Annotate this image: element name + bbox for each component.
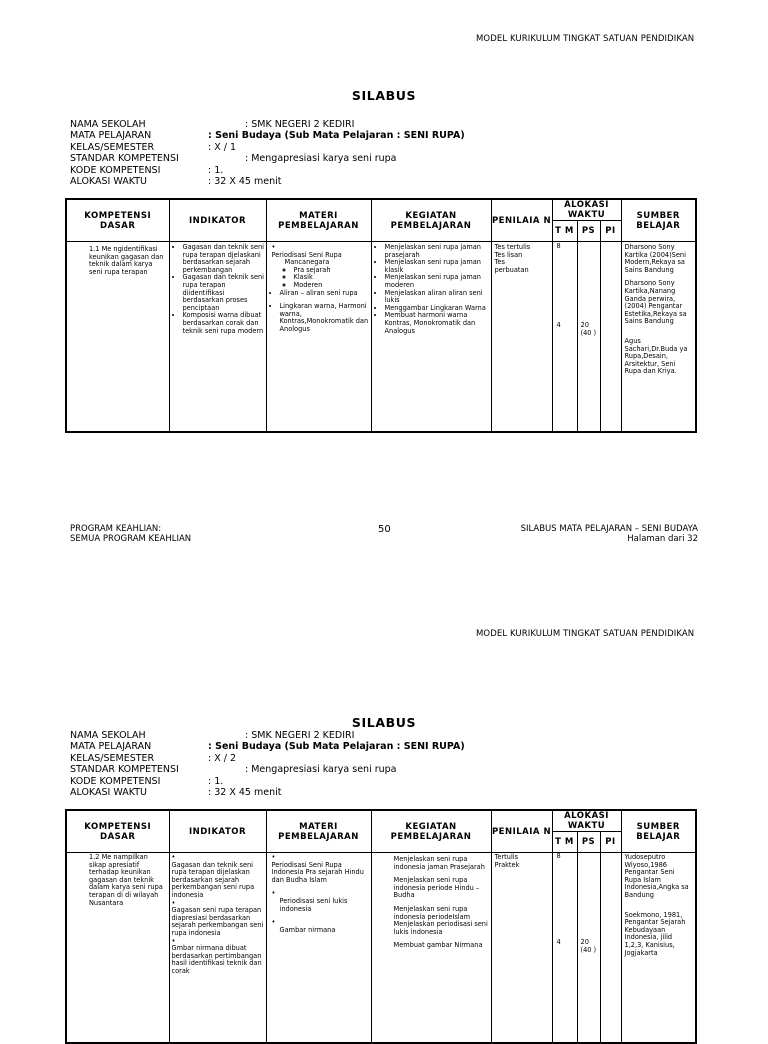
materi-cell: • Periodisasi Seni Rupa Mancanegara ◦ Pra sejarah ◦ Klasik ◦ Moderen • Aliran – aliran seni rupa • Lingkaran warna, Harmoni warna, Kontras,Monokromatik dan Anologus [266, 242, 371, 432]
tm-value: 4 [556, 321, 561, 329]
header-indikator: INDIKATOR [169, 810, 266, 853]
list-item: perbuatan [494, 265, 529, 274]
kegiatan-cell [371, 242, 491, 432]
value-subject: : Seni Budaya (Sub Mata Pelajaran : SENI RUPA) [208, 741, 465, 753]
header-pi: PI [600, 221, 621, 242]
value-class: : X / 2 [208, 752, 237, 764]
tm-value: 4 [556, 938, 561, 946]
label-time: ALOKASI WAKTU [70, 786, 147, 798]
header-pi: PI [600, 832, 621, 853]
list-item: • Menggambar Lingkaran Warna [385, 305, 491, 313]
list-item: Tertulis [494, 853, 519, 861]
running-header: MODEL KURIKULUM TINGKAT SATUAN PENDIDIKAN [476, 34, 695, 44]
list-item: Agus Sachari,Dr.Buda ya Rupa,Desain, Arsitektur, Seni Rupa dan Kriya. [624, 336, 688, 376]
header-kompetensi-dasar: KOMPETENSI DASAR [66, 199, 169, 242]
label-competency-standard: STANDAR KOMPETENSI [70, 153, 179, 165]
header-alokasi-waktu: ALOKASI WAKTU [552, 199, 621, 221]
header-kegiatan: KEGIATAN PEMBELAJARAN [371, 199, 491, 242]
indikator-cell: • Gagasan dan teknik seni rupa terapan dijelaskan berdasarkan sejarah perkembangan seni rupa indonesia • Gagasan seni rupa terapan diapresiasi berdasarkan sejarah perkembangan seni rupa indonesia • Gmbar nirmana dibuat berdasarkan pertimbangan hasil identifikasi teknik dan corak [169, 853, 266, 1043]
label-competency-code: KODE KOMPETENSI [70, 775, 161, 787]
list-item: Menjelaskan periodisasi seni lukis indonesia [393, 920, 488, 936]
header-tm: T M [552, 832, 577, 853]
kegiatan-cell [371, 853, 491, 1043]
list-item: Gmbar nirmana dibuat berdasarkan pertimbangan hasil identifikasi teknik dan corak [171, 944, 262, 975]
header-materi: MATERI PEMBELAJARAN [266, 810, 371, 853]
header-indikator: INDIKATOR [169, 199, 266, 242]
label-competency-code: KODE KOMPETENSI [70, 164, 161, 176]
list-item: • Menjelaskan seni rupa jaman klasik [385, 259, 491, 274]
syllabus-table [65, 809, 697, 1044]
ps-cell [577, 853, 600, 1043]
footer-left [70, 524, 191, 544]
ps-cell [577, 242, 600, 432]
list-item: ◦ Klasik [294, 274, 369, 282]
tm-value: 8 [556, 242, 561, 250]
header-kegiatan: KEGIATAN PEMBELAJARAN [371, 810, 491, 853]
materi-cell: • Periodisasi Seni Rupa Indonesia Pra sejarah Hindu dan Budha Islam • Periodisasi seni lukis indonesia • Gambar nirmana [266, 853, 371, 1043]
list-item: Periodisasi Seni Rupa Indonesia Pra sejarah Hindu dan Budha Islam [271, 860, 364, 884]
value-school: : SMK NEGERI 2 KEDIRI [245, 119, 355, 130]
list-item: Periodisasi seni lukis indonesia [279, 896, 348, 913]
running-header: MODEL KURIKULUM TINGKAT SATUAN PENDIDIKAN [476, 629, 695, 639]
list-item: Menjelaskan seni rupa indonesia periode Hindu – Budha [393, 876, 480, 900]
list-item: Gambar nirmana [279, 925, 336, 934]
list-item: Gagasan seni rupa terapan diapresiasi berdasarkan sejarah perkembangan seni rupa indonesia [171, 906, 264, 937]
tm-cell [552, 242, 577, 432]
value-competency-code: : 1. [208, 775, 224, 787]
list-item: • Menjelaskan seni rupa jaman moderen [385, 274, 491, 289]
penilaian-cell [491, 853, 552, 1043]
header-materi: MATERI PEMBELAJARAN [266, 199, 371, 242]
header-penilaian: PENILAIA N [491, 199, 552, 242]
list-item: Tes lisan [494, 250, 523, 259]
header-kompetensi-dasar: KOMPETENSI DASAR [66, 810, 169, 853]
syllabus-table [65, 198, 697, 433]
list-item: Tes tertulis [494, 243, 531, 251]
indikator-cell [169, 242, 266, 432]
list-item: Menjelaskan seni rupa indonesia periodeIslam [393, 904, 471, 921]
header-sumber-belajar: SUMBER BELAJAR [621, 810, 696, 853]
penilaian-cell [491, 242, 552, 432]
label-class: KELAS/SEMESTER [70, 752, 155, 764]
value-class: : X / 1 [208, 141, 237, 153]
syllabus-info [70, 730, 670, 798]
list-item: Gagasan dan teknik seni rupa terapan dijelaskan berdasarkan sejarah perkembangan seni rupa indonesia [171, 860, 255, 899]
label-school: NAMA SEKOLAH [70, 119, 146, 130]
value-competency-standard: : Mengapresiasi karya seni rupa [245, 764, 397, 776]
value-subject: : Seni Budaya (Sub Mata Pelajaran : SENI RUPA) [208, 130, 465, 142]
kd-cell: 1.2 Me nampilkan sikap apresiatif terhadap keunikan gagasan dan teknik dalam karya seni rupa terapan di di wilayah Nusantara [66, 853, 169, 1043]
list-item: • Membuat harmoni warna Kontras, Monokromatik dan Analogus [385, 312, 491, 335]
list-item: Praktek [494, 860, 520, 869]
header-penilaian: PENILAIA N [491, 810, 552, 853]
label-competency-standard: STANDAR KOMPETENSI [70, 764, 179, 776]
tm-cell [552, 853, 577, 1043]
label-school: NAMA SEKOLAH [70, 730, 146, 741]
list-item: • Aliran – aliran seni rupa [280, 290, 369, 298]
syllabus-info [70, 119, 670, 187]
list-item: Mancanegara [284, 258, 330, 267]
footer-program-label: PROGRAM KEAHLIAN: [70, 524, 162, 534]
pi-cell [600, 853, 621, 1043]
list-item: Yudoseputro Wiyoso,1986 Pengantar Seni Rupa Islam Indonesia,Angka sa Bandung [624, 853, 689, 899]
label-subject: MATA PELAJARAN [70, 130, 152, 142]
kd-cell: 1.1 Me ngidentifikasi keunikan gagasan dan teknik dalam karya seni rupa terapan [66, 242, 169, 432]
value-time: : 32 X 45 menit [208, 175, 282, 187]
page-title: SILABUS [351, 88, 417, 103]
footer-pages: Halaman dari 32 [627, 534, 698, 544]
ps-value: 20 (40 ) [580, 938, 597, 954]
list-item: • Komposisi warna dibuat berdasarkan corak dan teknik seni rupa modern [183, 312, 266, 335]
list-item: • Gagasan dan teknik seni rupa terapan djelaskani berdasarkan sejarah perkembangan [183, 244, 266, 274]
list-item: • Menjelaskan aliran aliran seni lukis [385, 290, 491, 305]
list-item: ◦ Moderen [294, 282, 369, 290]
footer-program-value: SEMUA PROGRAM KEAHLIAN [70, 534, 192, 544]
list-item: Periodisasi Seni Rupa [271, 250, 342, 259]
value-competency-code: : 1. [208, 164, 224, 176]
page-number: 50 [378, 524, 391, 535]
value-school: : SMK NEGERI 2 KEDIRI [245, 730, 355, 741]
header-sumber-belajar: SUMBER BELAJAR [621, 199, 696, 242]
footer-right [470, 524, 698, 544]
list-item: Tes [494, 258, 505, 267]
header-ps: PS [577, 221, 600, 242]
label-class: KELAS/SEMESTER [70, 141, 155, 153]
list-item: Dharsono Sony Kartika (2004)Seni Modern,Rekaya sa Sains Bandung [624, 243, 686, 274]
list-item: Membuat gambar Nirmana [393, 941, 483, 950]
header-tm: T M [552, 221, 577, 242]
header-alokasi-waktu: ALOKASI WAKTU [552, 810, 621, 832]
value-competency-standard: : Mengapresiasi karya seni rupa [245, 153, 397, 165]
sumber-cell [621, 853, 696, 1043]
page-title: SILABUS [351, 715, 417, 730]
label-subject: MATA PELAJARAN [70, 741, 152, 753]
value-time: : 32 X 45 menit [208, 786, 282, 798]
list-item: ◦ Pra sejarah [294, 267, 369, 275]
ps-value: 20 (40 ) [580, 321, 597, 337]
footer-subject: SILABUS MATA PELAJARAN – SENI BUDAYA [520, 524, 698, 534]
sumber-cell [621, 242, 696, 432]
header-ps: PS [577, 832, 600, 853]
list-item: • Lingkaran warna, Harmoni warna, Kontras,Monokromatik dan Anologus [280, 303, 369, 333]
pi-cell [600, 242, 621, 432]
list-item: Dharsono Sony Kartika,Nanang Ganda perwira,(2004) Pengantar Estetika,Rekaya sa Sains Bandung [624, 279, 687, 326]
tm-value: 8 [556, 852, 561, 860]
list-item: • Gagasan dan teknik seni rupa terapan diidentifikasi berdasarkan proses penciptaan [183, 274, 266, 312]
list-item: Menjelaskan seni rupa indonesia jaman Prasejarah [393, 855, 485, 871]
list-item: • Menjelaskan seni rupa jaman prasejarah [385, 244, 491, 259]
list-item: Soekmono, 1981, Pengantar Sejarah Kebudayaan Indonesia, jilid 1,2,3, Kanisius, Jogjakarta [624, 910, 686, 957]
label-time: ALOKASI WAKTU [70, 175, 147, 187]
